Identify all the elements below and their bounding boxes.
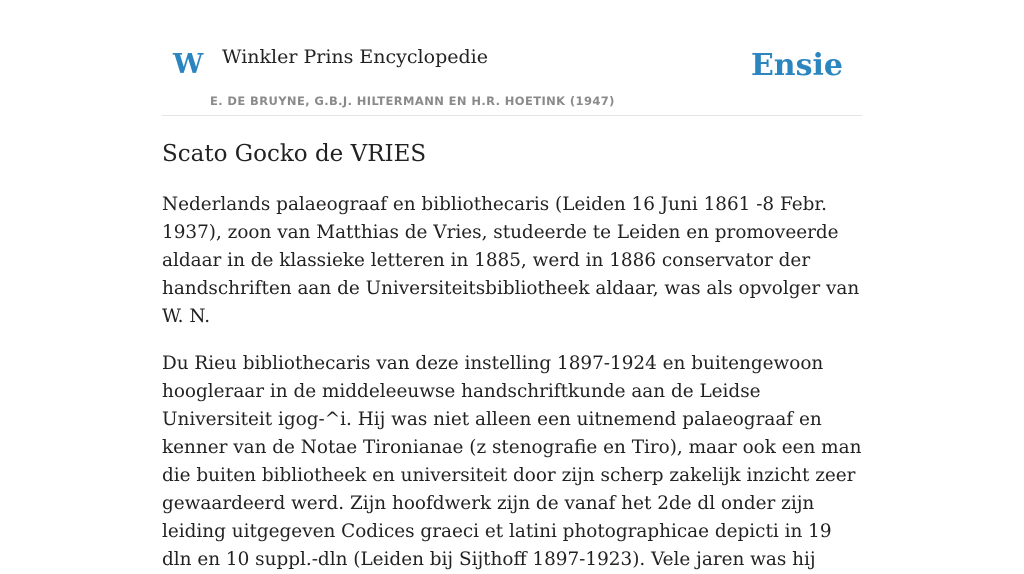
w-logo-icon[interactable]: W	[173, 49, 204, 80]
article-title: Scato Gocko de VRIES	[162, 141, 427, 167]
site-header	[162, 0, 862, 116]
site-title[interactable]: Winkler Prins Encyclopedie	[222, 46, 488, 68]
article-paragraph: Nederlands palaeograaf en bibliothecaris (Leiden 16 Juni 1861 -8 Febr. 1937), zoon van Matthias de Vries, studeerde te Leiden en promoveerde aldaar in de klassieke letteren in 1885, werd in 1886 conservator der handschriften aan de Universiteitsbibliotheek aldaar, was als opvolger van W. N.	[162, 193, 860, 327]
article-paragraph: Du Rieu bibliothecaris van deze instelling 1897-1924 en buitengewoon hoogleraar in de middeleeuwse handschriftkunde aan de Leidse Universiteit igog-^i. Hij was niet alleen een uitnemend palaeograaf en kenner van de Notae Tironianae (z stenografie en Tiro), maar ook een man die buiten bibliotheek en universiteit door zijn scherp zakelijk inzicht zeer gewaardeerd werd. Zijn hoofdwerk zijn de vanaf het 2de dl onder zijn leiding uitgegeven Codices graeci et latini photographicae depicti in 19 dln en 10 suppl.-dln (Leiden bij Sijthoff 1897-1923). Vele jaren was hij	[162, 352, 862, 570]
authors-line: E. DE BRUYNE, G.B.J. HILTERMANN EN H.R. HOETINK (1947)	[210, 94, 615, 108]
ensie-brand-logo[interactable]: Ensie	[750, 48, 843, 83]
content-container	[162, 0, 862, 574]
